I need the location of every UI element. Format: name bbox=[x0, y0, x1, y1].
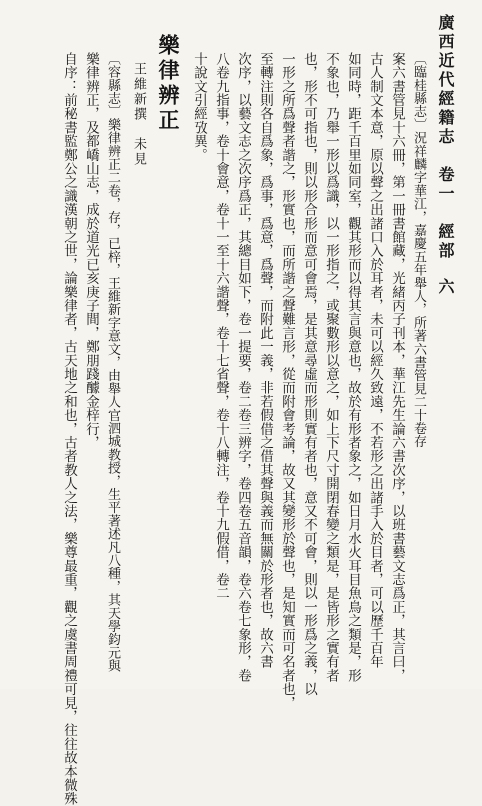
text-line: 也，形不可指也，則以形合形而意可會焉，是其意尋虛而形則實有者也，意又不可會，則以一形爲之義，以 bbox=[301, 52, 317, 696]
page-title: 廣西近代經籍志 卷一 經部 bbox=[436, 14, 455, 261]
text-line: 樂律辨正，及都嶠山志，成於道光已亥庚子間，鄭朋踐醵金梓行， bbox=[83, 52, 99, 450]
text-line: 如同時，距千百里如同室，觀其形而以得其言與意也，故於有形者象之，如日月水火耳目魚鳥之類是，形 bbox=[345, 52, 361, 683]
section-title: 樂律辨正 bbox=[156, 34, 181, 134]
page-number: 六 bbox=[436, 278, 455, 295]
text-line: 十說文引經攷異。 bbox=[191, 52, 207, 162]
text-line: 不象也，乃舉一形以爲識，以一形指之，或聚數形以意之，如上下尺寸開閉春變之類是，是皆形之實有者 bbox=[323, 52, 339, 683]
text-line: 案六書管見十六冊，第一冊書館藏，光緒丙子刊本，華江先生論六書次序，以班書藝文志爲正，其言曰， bbox=[389, 52, 405, 683]
text-line: 古人制文本意，原以聲之出諸口入於耳者，未可以經久致遠，不若形之出諸手入於目者，可以歷千百年 bbox=[367, 52, 383, 669]
text-line: 八卷九指事，卷十會意，卷十一至十六諧聲，卷十七省聲，卷十八轉注，卷十九假借，卷二 bbox=[213, 52, 229, 600]
text-line: 自序：前秘書監鄭公之識漢朝之世，論樂律者，古天地之和也，古者教人之法，樂尊最重，觀之虞書周禮可見，往往故本微殊 bbox=[61, 52, 77, 806]
text-line: 一形之所爲聲者諧之，形實也，而所諧之聲難言形，從而附會考論，故又其變形於聲也，是知實而可名者也， bbox=[279, 52, 295, 710]
author-note: 王維新撰 未見 bbox=[131, 62, 146, 167]
source-line: 〔容縣志〕樂律辨正二卷，存，已梓，王維新字意文，由舉人官泗城教授，生平著述凡八種，其天學鈞元與 bbox=[105, 52, 120, 673]
source-line: 〔臨桂縣志〕況祥麟字華江，嘉慶五年舉人，所著六書管見二十卷存 bbox=[411, 52, 426, 448]
text-line: 次序，以藝文志之次序爲正，其總目如下，卷一提要，卷二卷三辨字，卷四卷五音韻，卷六卷七象形，卷 bbox=[235, 52, 251, 683]
text-line: 至轉注則各自爲象，爲事，爲意，爲聲，而附此一義，非若假借之借其聲與義而無關於形者也，故六書 bbox=[257, 52, 273, 669]
